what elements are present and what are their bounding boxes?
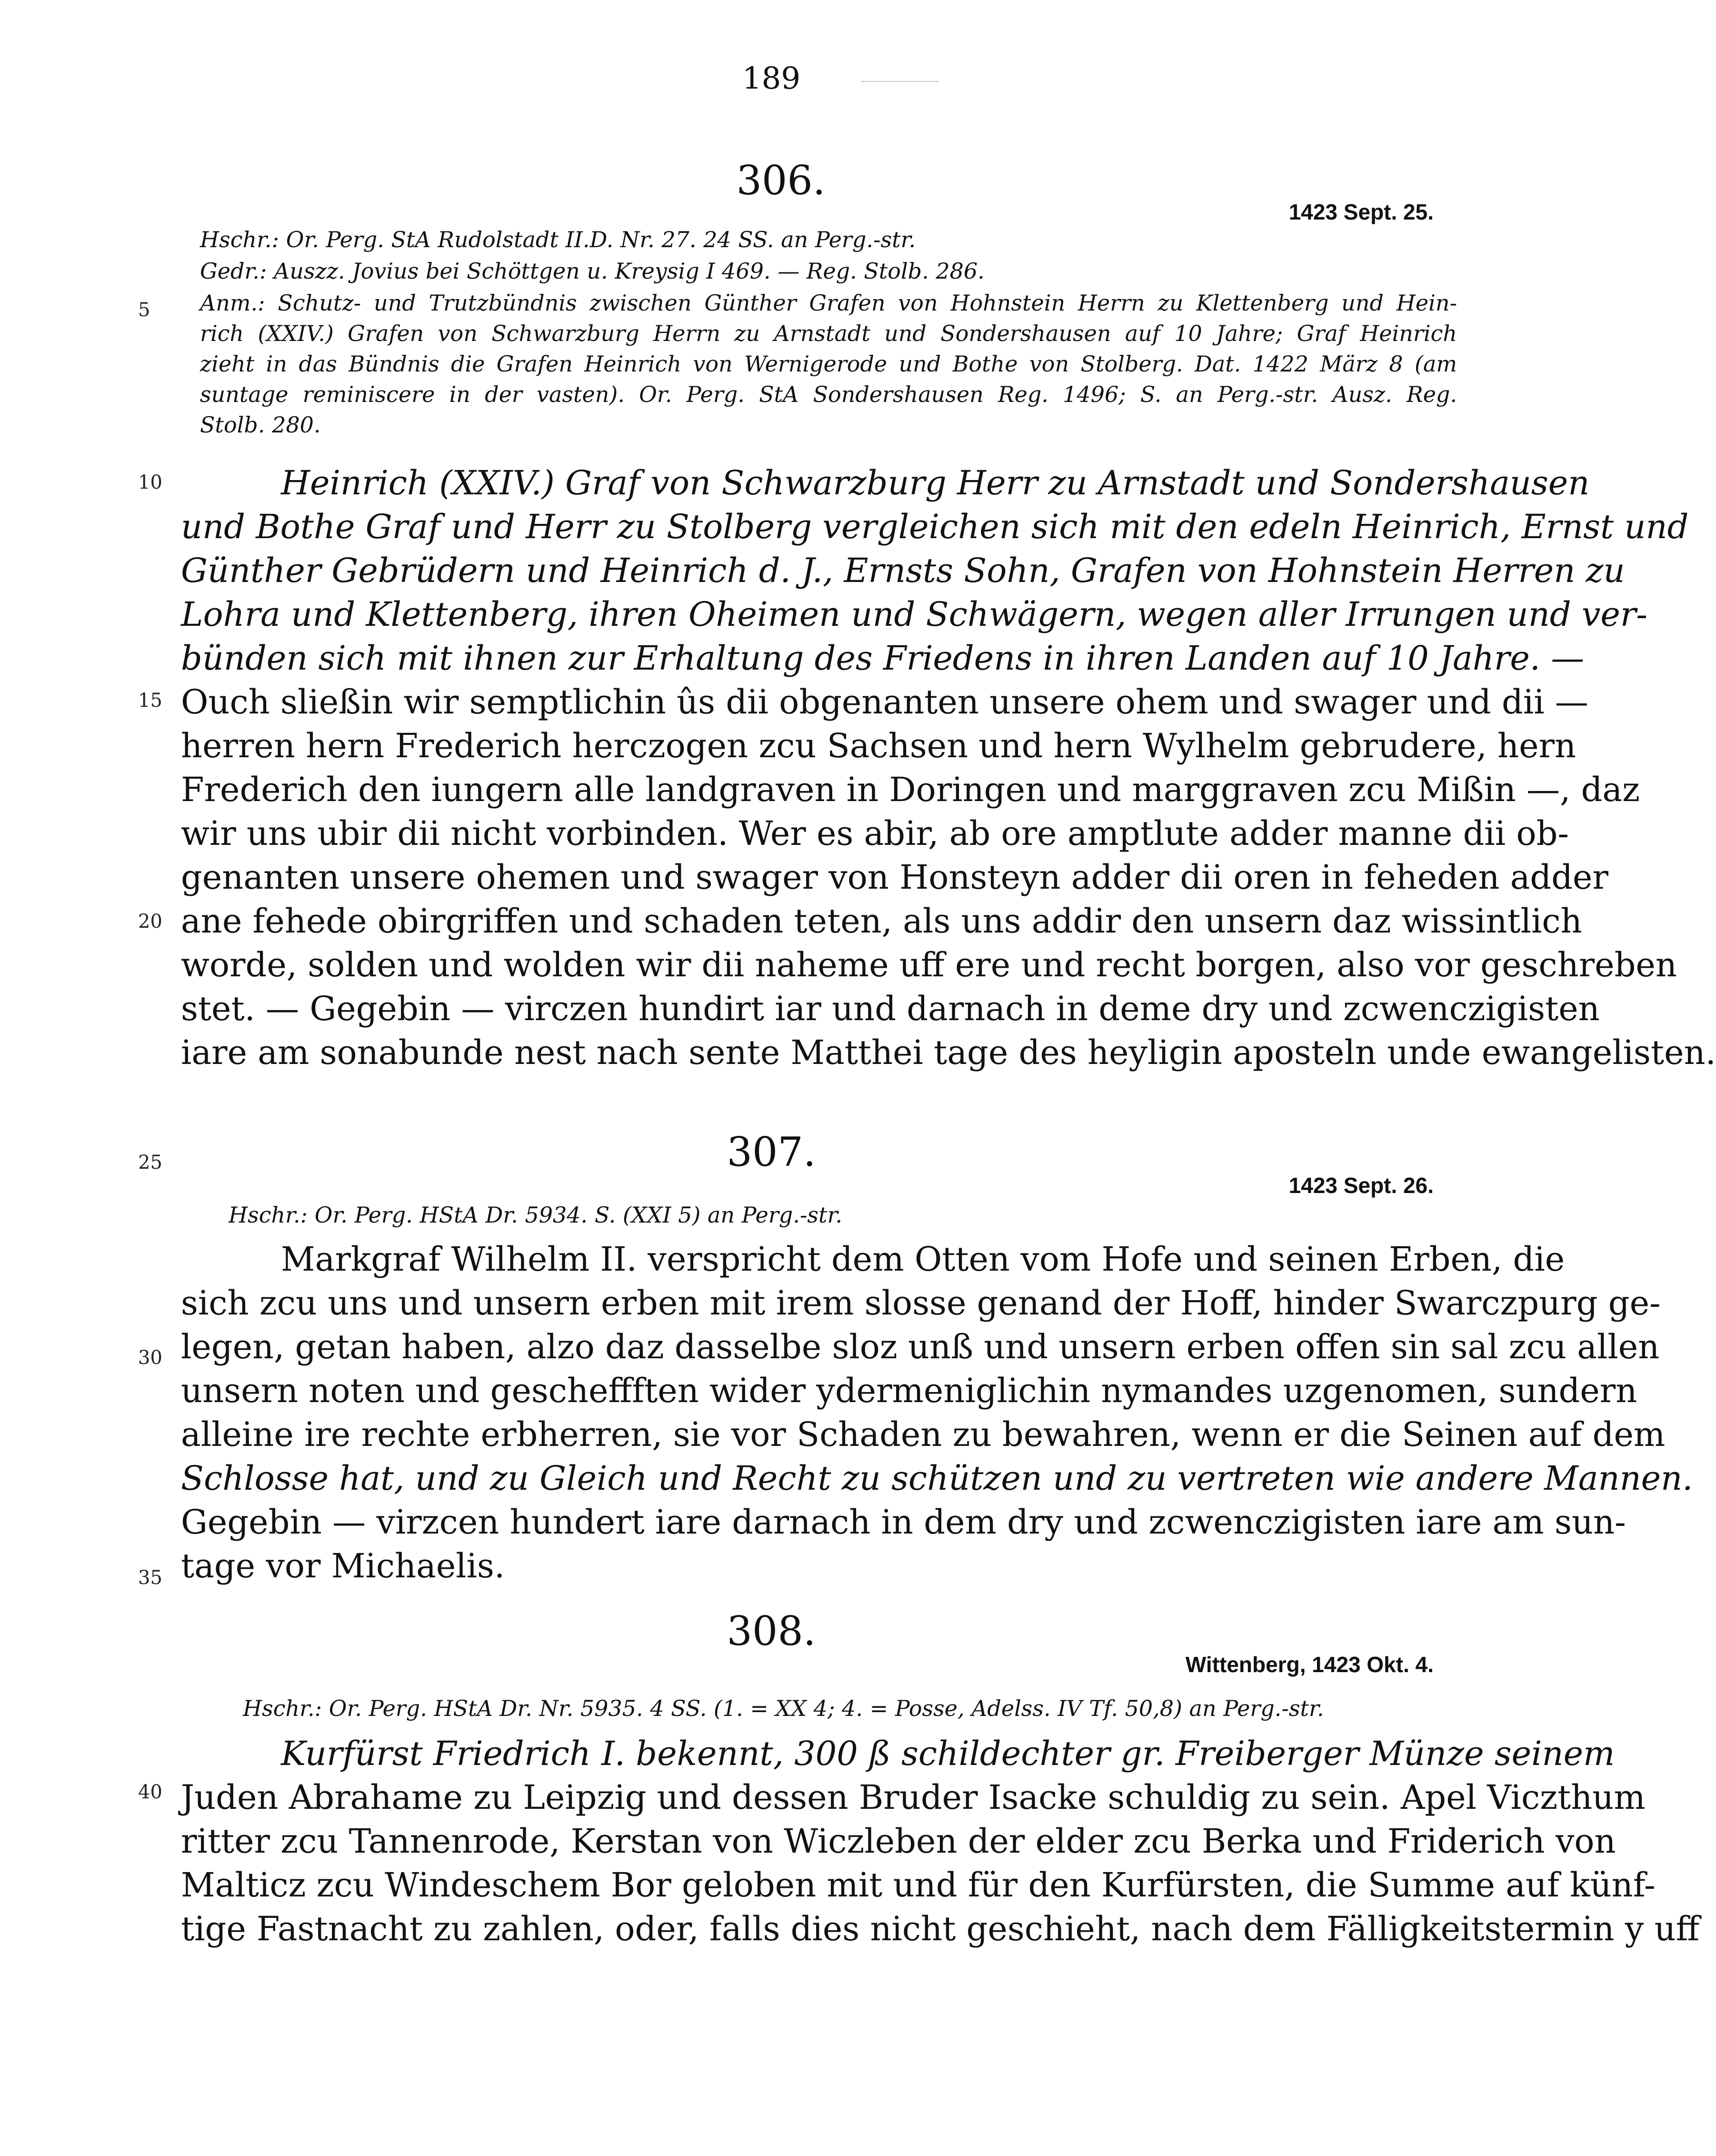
text-line: alleine ire rechte erbherren, sie vor Schaden zu bewahren, wenn er die Seinen auf dem bbox=[181, 1415, 1666, 1454]
entry-date: Wittenberg, 1423 Okt. 4. bbox=[1185, 1652, 1434, 1677]
meta-line: Hschr.: Or. Perg. StA Rudolstadt II.D. Nr. 27. 24 SS. an Perg.-str. bbox=[200, 227, 916, 252]
text-line: tige Fastnacht zu zahlen, oder, falls dies nicht geschieht, nach dem Fälligkeitstermin y uff bbox=[181, 1909, 1700, 1948]
text-line: Malticz zcu Windeschem Bor geloben mit und für den Kurfürsten, die Summe auf künf- bbox=[181, 1865, 1656, 1905]
regest-line: Lohra und Klettenberg, ihren Oheimen und Schwägern, wegen aller Irrungen und ver- bbox=[181, 595, 1647, 634]
entry-number: 308. bbox=[727, 1608, 816, 1655]
line-number: 10 bbox=[138, 471, 162, 493]
annotation-line: suntage reminiscere in der vasten). Or. Perg. StA Sondershausen Reg. 1496; S. an Perg.-str. Ausz. Reg. bbox=[200, 381, 1457, 407]
text-line: herren hern Frederich herczogen zcu Sachsen und hern Wylhelm gebrudere, hern bbox=[181, 726, 1576, 765]
text-line: Ouch sließin wir semptlichin ûs dii obgenanten unsere ohem und swager und dii — bbox=[181, 682, 1588, 722]
regest-line: und Bothe Graf und Herr zu Stolberg vergleichen sich mit den edeln Heinrich, Ernst und bbox=[181, 507, 1689, 546]
line-number: 40 bbox=[138, 1781, 162, 1803]
entry-date: 1423 Sept. 25. bbox=[1288, 200, 1434, 224]
entry-date: 1423 Sept. 26. bbox=[1288, 1173, 1434, 1198]
text-line: genanten unsere ohemen und swager von Honsteyn adder dii oren in feheden adder bbox=[181, 858, 1608, 897]
entry-annotation bbox=[200, 288, 1457, 440]
page-number: 189 bbox=[742, 61, 801, 96]
text-line: legen, getan haben, alzo daz dasselbe sloz unß und unsern erben offen sin sal zcu allen bbox=[181, 1327, 1660, 1366]
text-line: Juden Abrahame zu Leipzig und dessen Bruder Isacke schuldig zu sein. Apel Viczthum bbox=[181, 1778, 1646, 1817]
line-number: 30 bbox=[138, 1347, 162, 1369]
regest-line: bünden sich mit ihnen zur Erhaltung des Friedens in ihren Landen auf 10 Jahre. — bbox=[181, 639, 1585, 678]
meta-line: Gedr.: Auszz. Jovius bei Schöttgen u. Kreysig I 469. — Reg. Stolb. 286. bbox=[200, 258, 985, 284]
annotation-line: zieht in das Bündnis die Grafen Heinrich von Wernigerode und Bothe von Stolberg. Dat. 1422 März 8 (am bbox=[200, 351, 1457, 377]
text-line: wir uns ubir dii nicht vorbinden. Wer es abir, ab ore amptlute adder manne dii ob- bbox=[181, 814, 1569, 853]
annotation-line: Anm.: Schutz- und Trutzbündnis zwischen Günther Grafen von Hohnstein Herrn zu Klettenberg und Hein- bbox=[200, 290, 1457, 316]
text-line: iare am sonabunde nest nach sente Matthei tage des heyligin aposteln unde ewangelisten. bbox=[181, 1033, 1716, 1072]
text-line: stet. — Gegebin — virczen hundirt iar und darnach in deme dry und zcwenczigisten bbox=[181, 989, 1600, 1028]
line-number: 35 bbox=[138, 1567, 162, 1589]
entry-meta bbox=[243, 1693, 1481, 1724]
text-line: Gegebin — virzcen hundert iare darnach in dem dry und zcwenczigisten iare am sun- bbox=[181, 1503, 1626, 1542]
entry-text bbox=[181, 1732, 1700, 1951]
text-line: unsern noten und gescheffften wider ydermeniglichin nymandes uzgenomen, sundern bbox=[181, 1371, 1637, 1410]
entry-text bbox=[181, 1237, 1693, 1588]
meta-line: Hschr.: Or. Perg. HStA Dr. Nr. 5935. 4 SS. (1. = XX 4; 4. = Posse, Adelss. IV Tf. 50,8) an Perg.-str. bbox=[243, 1695, 1324, 1721]
line-number: 25 bbox=[138, 1152, 162, 1173]
entry-meta bbox=[229, 1199, 1467, 1231]
entry-text bbox=[181, 461, 1716, 1074]
text-line: tage vor Michaelis. bbox=[181, 1546, 505, 1585]
text-line: worde, solden und wolden wir dii naheme uff ere und recht borgen, also vor geschreben bbox=[181, 945, 1677, 984]
meta-line: Hschr.: Or. Perg. HStA Dr. 5934. S. (XXI 5) an Perg.-str. bbox=[229, 1202, 843, 1228]
annotation-line: rich (XXIV.) Grafen von Schwarzburg Herrn zu Arnstadt und Sondershausen auf 10 Jahre; Graf Heinrich bbox=[200, 321, 1457, 346]
text-line: Schlosse hat, und zu Gleich und Recht zu schützen und zu vertreten wie andere Mannen. bbox=[181, 1459, 1693, 1498]
line-number: 20 bbox=[138, 911, 162, 933]
text-line: ane fehede obirgriffen und schaden teten, als uns addir den unsern daz wissintlich bbox=[181, 902, 1582, 941]
regest-line: Günther Gebrüdern und Heinrich d. J., Ernsts Sohn, Grafen von Hohnstein Herren zu bbox=[181, 551, 1625, 590]
decorative-dots bbox=[862, 81, 938, 82]
line-number: 5 bbox=[138, 299, 150, 321]
entry-number: 307. bbox=[727, 1129, 816, 1175]
text-line: Markgraf Wilhelm II. verspricht dem Otten vom Hofe und seinen Erben, die bbox=[281, 1240, 1565, 1279]
line-number: 15 bbox=[138, 690, 162, 712]
regest-line: Heinrich (XXIV.) Graf von Schwarzburg Herr zu Arnstadt und Sondershausen bbox=[281, 463, 1590, 502]
entry-number: 306. bbox=[736, 157, 826, 204]
text-line: ritter zcu Tannenrode, Kerstan von Wiczleben der elder zcu Berka und Friderich von bbox=[181, 1822, 1616, 1861]
text-line: Kurfürst Friedrich I. bekennt, 300 ß schildechter gr. Freiberger Münze seinem bbox=[281, 1734, 1615, 1773]
entry-meta bbox=[200, 224, 1438, 287]
text-line: Frederich den iungern alle landgraven in Doringen und marggraven zcu Mißin —, daz bbox=[181, 770, 1640, 809]
annotation-line: Stolb. 280. bbox=[200, 412, 321, 438]
text-line: sich zcu uns und unsern erben mit irem slosse genand der Hoff, hinder Swarczpurg ge- bbox=[181, 1284, 1661, 1323]
